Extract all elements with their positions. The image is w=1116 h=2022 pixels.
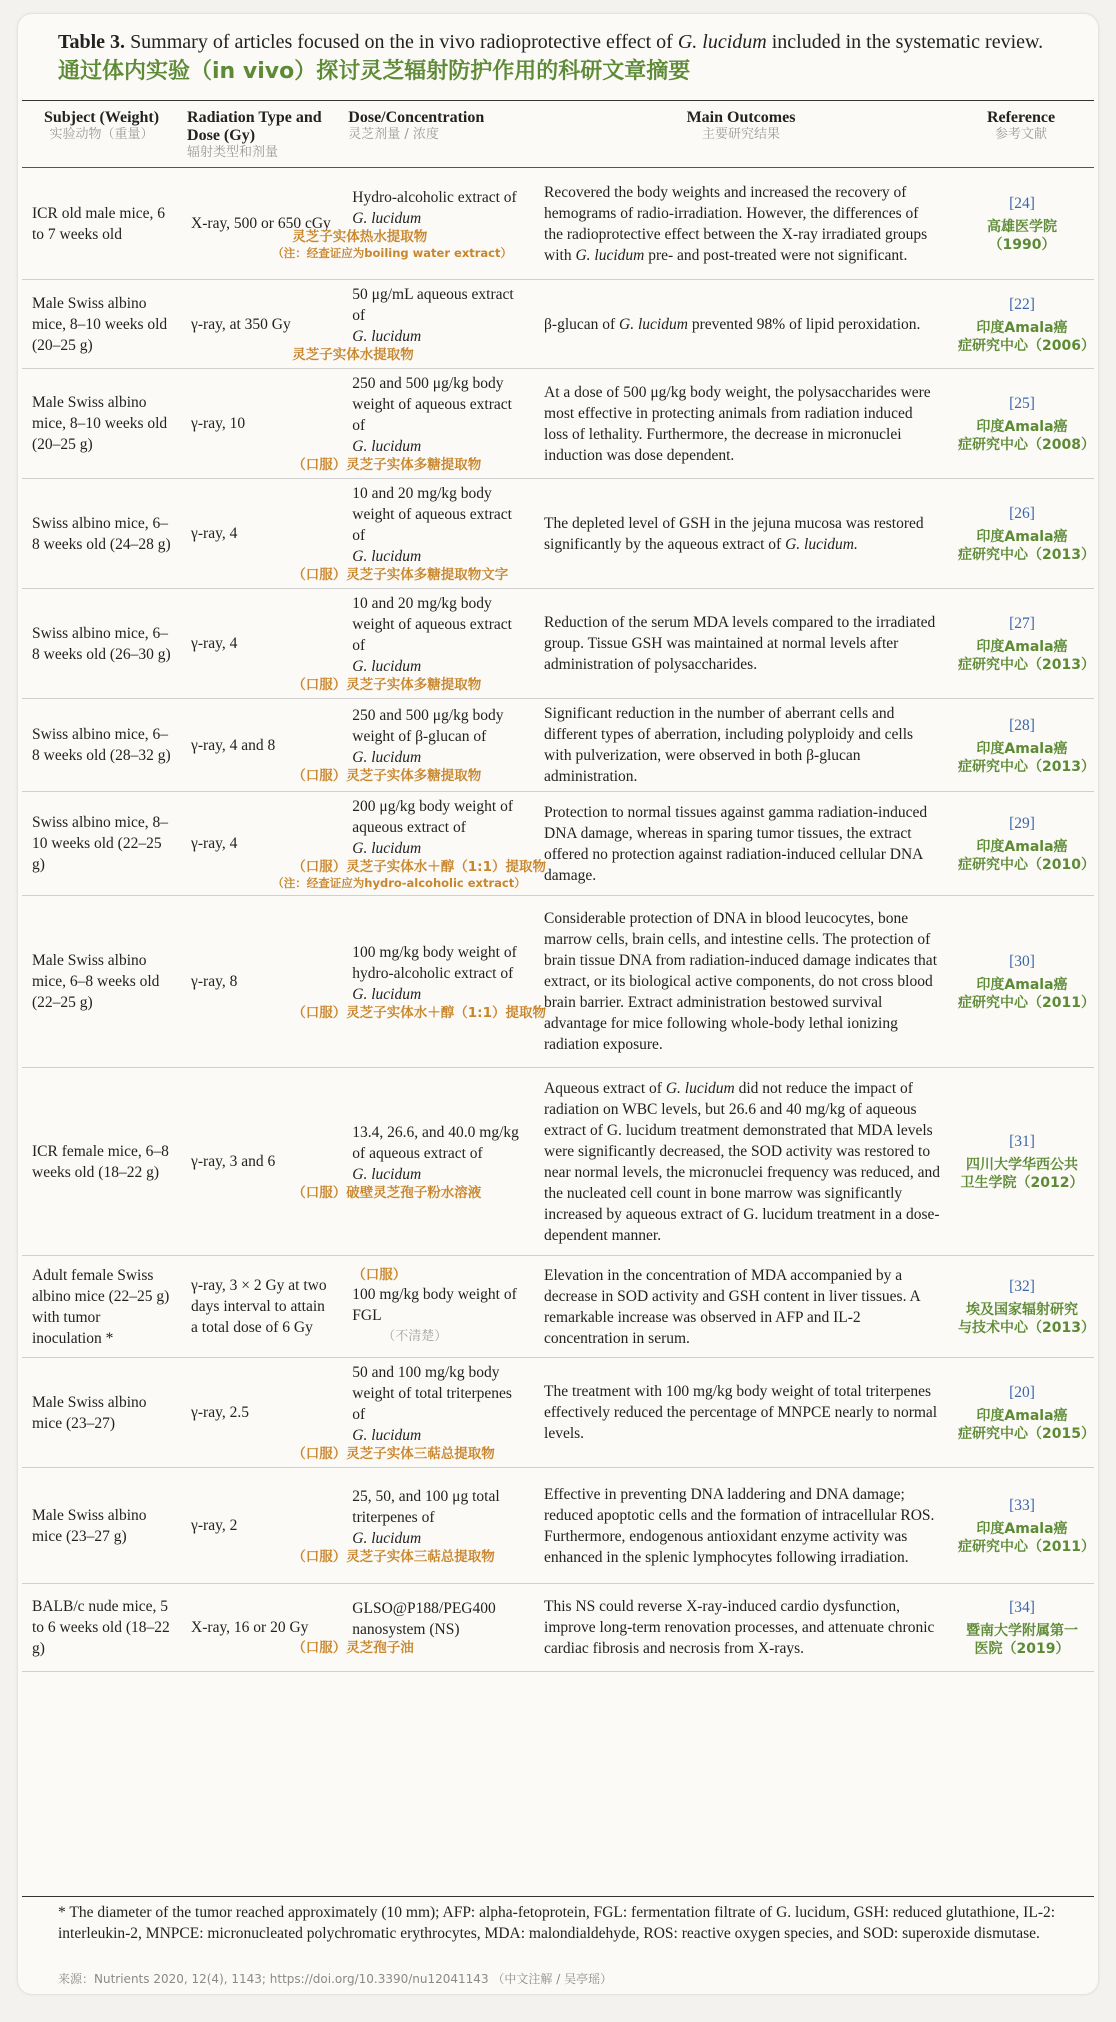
cell-subject: Swiss albino mice, 6–8 weeks old (26–30 g) <box>22 589 181 699</box>
table-row <box>22 1358 1094 1468</box>
cell-dose <box>292 1358 534 1468</box>
cell-dose <box>272 168 534 280</box>
cell-subject: Male Swiss albino mice, 6–8 weeks old (22–25 g) <box>22 896 181 1068</box>
dose-chinese-note: （口服）灵芝孢子油 <box>292 1640 414 1656</box>
cell-reference <box>948 699 1094 792</box>
table-bottom-rule <box>22 1896 1094 1897</box>
table-row <box>22 1584 1094 1672</box>
cell-outcome: The depleted level of GSH in the jejuna mucosa was restored significantly by the aqueous extract of G. lucidum. <box>534 479 948 589</box>
cell-radiation: γ-ray, 8 <box>181 896 342 1068</box>
table-row <box>22 369 1094 479</box>
dose-verification-note: （注：经查证应为boiling water extract） <box>272 245 512 260</box>
cell-outcome: Recovered the body weights and increased the recovery of hemograms of radio-irradiation. However, the differences of the radioprotective effect between the X-ray irradiated groups with G. lucidum pre- and post-treated were not significant. <box>534 168 948 280</box>
reference-institution: 埃及国家辐射研究 与技术中心（2013） <box>957 1302 1095 1336</box>
table-row <box>22 1256 1094 1358</box>
reference-institution: 暨南大学附属第一 医院（2019） <box>965 1623 1078 1657</box>
dose-chinese-note: （口服）灵芝子实体三萜总提取物 <box>292 1548 495 1565</box>
cell-reference <box>948 1068 1094 1256</box>
title-species: G. lucidum <box>677 31 767 53</box>
cell-outcome: Protection to normal tissues against gamma radiation-induced DNA damage, whereas in sparing tumor tissues, the extract offered no protection against radiation-induced cellular DNA damage. <box>534 792 948 896</box>
dose-chinese-note: （口服）破壁灵芝孢子粉水溶液 <box>292 1184 482 1201</box>
reference-number: [25] <box>1009 395 1035 412</box>
dose-species: G. lucidum <box>352 1165 422 1183</box>
title-text-before: Summary of articles focused on the in vivo radioprotective effect of <box>130 31 678 53</box>
header-outcomes: Main Outcomes 主要研究结果 <box>534 101 948 168</box>
dose-chinese-note: （口服）灵芝子实体水＋醇（1:1）提取物 <box>292 1004 546 1021</box>
reference-number: [27] <box>1009 615 1035 632</box>
reference-number: [31] <box>1009 1133 1035 1150</box>
dose-species: G. lucidum <box>352 985 422 1003</box>
dose-verification-note: （注：经查证应为hydro-alcoholic extract） <box>272 876 526 890</box>
cell-subject: Adult female Swiss albino mice (22–25 g) with tumor inoculation * <box>22 1256 181 1358</box>
dose-text: 50 μg/mL aqueous extract of <box>352 286 514 324</box>
cell-radiation: γ-ray, 4 <box>181 589 342 699</box>
reference-number: [24] <box>1009 195 1035 212</box>
cell-dose <box>292 479 534 589</box>
dose-species: G. lucidum <box>352 1529 422 1547</box>
reference-number: [20] <box>1009 1384 1035 1401</box>
cell-dose <box>292 1468 534 1584</box>
reference-number: [22] <box>1009 295 1035 313</box>
dose-species: G. lucidum <box>352 749 422 766</box>
cell-reference <box>948 792 1094 896</box>
cell-reference <box>948 1584 1094 1672</box>
reference-institution: 印度Amala癌 症研究中心（2011） <box>957 1521 1095 1555</box>
dose-text: 100 mg/kg body weight of hydro-alcoholic extract of <box>352 943 517 982</box>
cell-subject: ICR female mice, 6–8 weeks old (18–22 g) <box>22 1068 181 1256</box>
cell-reference <box>948 369 1094 479</box>
cell-outcome: Elevation in the concentration of MDA accompanied by a decrease in SOD activity and GSH content in liver tissues. A remarkable increase was observed in AFP and IL-2 concentration in serum. <box>534 1256 948 1358</box>
header-row <box>22 101 1094 168</box>
cell-radiation: γ-ray, 10 <box>181 369 342 479</box>
dose-chinese-note: （口服） <box>352 1266 407 1283</box>
reference-institution: 印度Amala癌 症研究中心（2013） <box>957 529 1095 563</box>
header-subject: Subject (Weight) 实验动物（重量） <box>22 101 181 168</box>
summary-table <box>22 100 1094 1672</box>
reference-number: [26] <box>1009 505 1035 522</box>
cell-subject: Male Swiss albino mice (23–27) <box>22 1358 181 1468</box>
reference-institution: 印度Amala癌 症研究中心（2011） <box>957 977 1095 1011</box>
dose-chinese-note: （口服）灵芝子实体多糖提取物 <box>292 768 482 784</box>
table-row <box>22 168 1094 280</box>
cell-subject: BALB/c nude mice, 5 to 6 weeks old (18–22 g) <box>22 1584 181 1672</box>
reference-institution: 印度Amala癌 症研究中心（2006） <box>957 319 1095 354</box>
table-row <box>22 699 1094 792</box>
dose-species: G. lucidum <box>352 209 422 227</box>
reference-number: [33] <box>1009 1497 1035 1514</box>
cell-dose <box>292 369 534 479</box>
table-row <box>22 479 1094 589</box>
cell-outcome: Considerable protection of DNA in blood leucocytes, bone marrow cells, brain cells, and intestine cells. The protection of brain tissue DNA from radiation-induced damage indicates that extract, or its biological active components, do not cross blood brain barrier. Extract administration bestowed survival advantage for mice following whole-body lethal ionizing radiation exposure. <box>534 896 948 1068</box>
cell-radiation: γ-ray, 3 and 6 <box>181 1068 342 1256</box>
cell-dose <box>292 699 534 792</box>
cell-radiation: γ-ray, 2 <box>181 1468 342 1584</box>
cell-radiation: γ-ray, 4 and 8 <box>181 699 342 792</box>
reference-institution: 印度Amala癌 症研究中心（2015） <box>957 1408 1095 1442</box>
dose-chinese-note: 灵芝子实体热水提取物 <box>292 228 428 245</box>
dose-species: G. lucidum <box>352 328 422 345</box>
dose-text: 250 and 500 μg/kg body weight of aqueous extract of <box>352 375 512 434</box>
dose-text: 13.4, 26.6, and 40.0 mg/kg of aqueous extract of <box>352 1123 519 1162</box>
cell-radiation: γ-ray, 2.5 <box>181 1358 342 1468</box>
dose-species: G. lucidum <box>352 658 422 675</box>
cell-radiation: X-ray, 500 or 650 cGy <box>181 168 342 280</box>
cell-reference <box>948 1468 1094 1584</box>
reference-institution: 四川大学华西公共 卫生学院（2012） <box>960 1157 1084 1191</box>
dose-chinese-note: （口服）灵芝子实体多糖提取物 <box>292 457 482 473</box>
cell-reference <box>948 589 1094 699</box>
cell-reference <box>948 479 1094 589</box>
cell-subject: Swiss albino mice, 6–8 weeks old (24–28 g) <box>22 479 181 589</box>
cell-dose <box>292 1068 534 1256</box>
cell-radiation: γ-ray, 4 <box>181 479 342 589</box>
table-row <box>22 896 1094 1068</box>
footnote: * The diameter of the tumor reached approximately (10 mm); AFP: alpha-fetoprotein, FGL: fermentation filtrate of G. lucidum, GSH: reduced glutathione, IL-2: interleukin-2, MNPCE: micronucleated polychromatic erythrocytes, MDA: malondialdehyde, ROS: reactive oxygen species, and SOD: superoxide dismutase. <box>58 1904 1056 1942</box>
cell-radiation: X-ray, 16 or 20 Gy <box>181 1584 342 1672</box>
reference-number: [29] <box>1009 815 1035 832</box>
dose-text: 50 and 100 mg/kg body weight of total triterpenes of <box>352 1364 512 1423</box>
header-radiation: Radiation Type and Dose (Gy) 辐射类型和剂量 <box>181 101 342 168</box>
dose-species: G. lucidum <box>352 840 422 857</box>
dose-species: G. lucidum <box>352 438 422 455</box>
cell-subject: Swiss albino mice, 6–8 weeks old (28–32 g) <box>22 699 181 792</box>
reference-institution: 印度Amala癌 症研究中心（2008） <box>957 419 1095 453</box>
dose-unclear-note: （不清楚） <box>382 1328 448 1344</box>
table-row <box>22 589 1094 699</box>
reference-number: [32] <box>1009 1278 1035 1295</box>
cell-outcome: Effective in preventing DNA laddering and DNA damage; reduced apoptotic cells and the formation of intracellular ROS. Furthermore, endogenous antioxidant enzyme activity was enhanced in the splenic lymphocytes following irradiation. <box>534 1468 948 1584</box>
cell-outcome: Significant reduction in the number of aberrant cells and different types of aberration, including polyploidy and cells with pulverization, were observed in both β-glucan administration. <box>534 699 948 792</box>
cell-reference <box>948 896 1094 1068</box>
dose-species: G. lucidum <box>352 548 422 565</box>
cell-reference <box>948 1358 1094 1468</box>
dose-chinese-note: 灵芝子实体水提取物 <box>292 347 414 363</box>
reference-number: [28] <box>1009 716 1035 734</box>
dose-text: 200 μg/kg body weight of aqueous extract of <box>352 798 513 836</box>
table-row <box>22 792 1094 896</box>
cell-radiation: γ-ray, 4 <box>181 792 342 896</box>
cell-radiation: γ-ray, at 350 Gy <box>181 280 342 369</box>
cell-subject: Male Swiss albino mice (23–27 g) <box>22 1468 181 1584</box>
dose-text: 10 and 20 mg/kg body weight of aqueous extract of <box>352 595 512 654</box>
cell-dose <box>292 280 534 369</box>
table-label: Table 3. <box>58 31 126 53</box>
dose-chinese-note: （口服）灵芝子实体多糖提取物文字 <box>292 567 509 583</box>
cell-outcome: Aqueous extract of G. lucidum did not reduce the impact of radiation on WBC levels, but 26.6 and 40 mg/kg of aqueous extract of G. lucidum treatment demonstrated that MDA levels were significantly decreased, the SOD activity was restored to near normal levels, the micronuclei frequency was reduced, and the nucleated cell count in bone marrow was significantly increased by aqueous extract of G. lucidum treatment in a dose-dependent manner. <box>534 1068 948 1256</box>
cell-reference <box>948 280 1094 369</box>
reference-institution: 高雄医学院 （1990） <box>986 219 1057 253</box>
paper-page <box>18 14 1098 1994</box>
cell-dose <box>292 1584 534 1672</box>
dose-text: 100 mg/kg body weight of FGL <box>352 1285 517 1324</box>
cell-dose <box>272 792 546 896</box>
dose-text: Hydro-alcoholic extract of <box>352 188 517 206</box>
dose-chinese-note: （口服）灵芝子实体水＋醇（1:1）提取物 <box>292 859 546 875</box>
dose-text: GLSO@P188/PEG400 nanosystem (NS) <box>352 1600 496 1638</box>
cell-dose <box>342 1256 534 1358</box>
source-citation: 来源：Nutrients 2020, 12(4), 1143; https://doi.org/10.3390/nu12041143 （中文注解 / 吴亭瑶） <box>58 1972 613 1986</box>
cell-subject: ICR old male mice, 6 to 7 weeks old <box>22 168 181 280</box>
reference-institution: 印度Amala癌 症研究中心（2013） <box>957 740 1095 775</box>
cell-dose <box>292 589 534 699</box>
dose-species: G. lucidum <box>352 1427 422 1444</box>
cell-subject: Male Swiss albino mice, 8–10 weeks old (20–25 g) <box>22 369 181 479</box>
cell-reference <box>948 1256 1094 1358</box>
cell-outcome: At a dose of 500 μg/kg body weight, the polysaccharides were most effective in protecting animals from radiation induced loss of lethality. Furthermore, the decrease in micronuclei induction was dose dependent. <box>534 369 948 479</box>
dose-text: 10 and 20 mg/kg body weight of aqueous extract of <box>352 485 512 544</box>
reference-number: [34] <box>1009 1599 1035 1616</box>
cell-subject: Swiss albino mice, 8–10 weeks old (22–25 g) <box>22 792 181 896</box>
reference-number: [30] <box>1009 953 1035 970</box>
header-reference: Reference 参考文献 <box>948 101 1094 168</box>
cell-outcome: This NS could reverse X-ray-induced cardio dysfunction, improve long-term renovation processes, and attenuate chronic cardiac fibrosis and necrosis from X-rays. <box>534 1584 948 1672</box>
cell-outcome: Reduction of the serum MDA levels compared to the irradiated group. Tissue GSH was maintained at normal levels after administration of polysaccharides. <box>534 589 948 699</box>
cell-outcome: The treatment with 100 mg/kg body weight of total triterpenes effectively reduced the percentage of MNPCE nearly to normal levels. <box>534 1358 948 1468</box>
reference-institution: 印度Amala癌 症研究中心（2010） <box>957 839 1095 873</box>
dose-chinese-note: （口服）灵芝子实体三萜总提取物 <box>292 1446 495 1462</box>
cell-subject: Male Swiss albino mice, 8–10 weeks old (20–25 g) <box>22 280 181 369</box>
title-chinese: 通过体内实验（in vivo）探讨灵芝辐射防护作用的科研文章摘要 <box>58 59 691 84</box>
cell-outcome: β-glucan of G. lucidum prevented 98% of lipid peroxidation. <box>534 280 948 369</box>
dose-text: 25, 50, and 100 μg total triterpenes of <box>352 1487 500 1526</box>
dose-text: 250 and 500 μg/kg body weight of β-glucan of <box>352 707 504 745</box>
table-row <box>22 1468 1094 1584</box>
cell-dose <box>292 896 546 1068</box>
dose-chinese-note: （口服）灵芝子实体多糖提取物 <box>292 677 482 693</box>
cell-reference <box>948 168 1094 280</box>
header-dose: Dose/Concentration 灵芝剂量 / 浓度 <box>342 101 534 168</box>
table-row <box>22 1068 1094 1256</box>
title-text-after: included in the systematic review. <box>766 31 1044 53</box>
cell-radiation: γ-ray, 3 × 2 Gy at two days interval to attain a total dose of 6 Gy <box>181 1256 342 1358</box>
table-row <box>22 280 1094 369</box>
table-title <box>58 28 1058 87</box>
reference-institution: 印度Amala癌 症研究中心（2013） <box>957 639 1095 673</box>
